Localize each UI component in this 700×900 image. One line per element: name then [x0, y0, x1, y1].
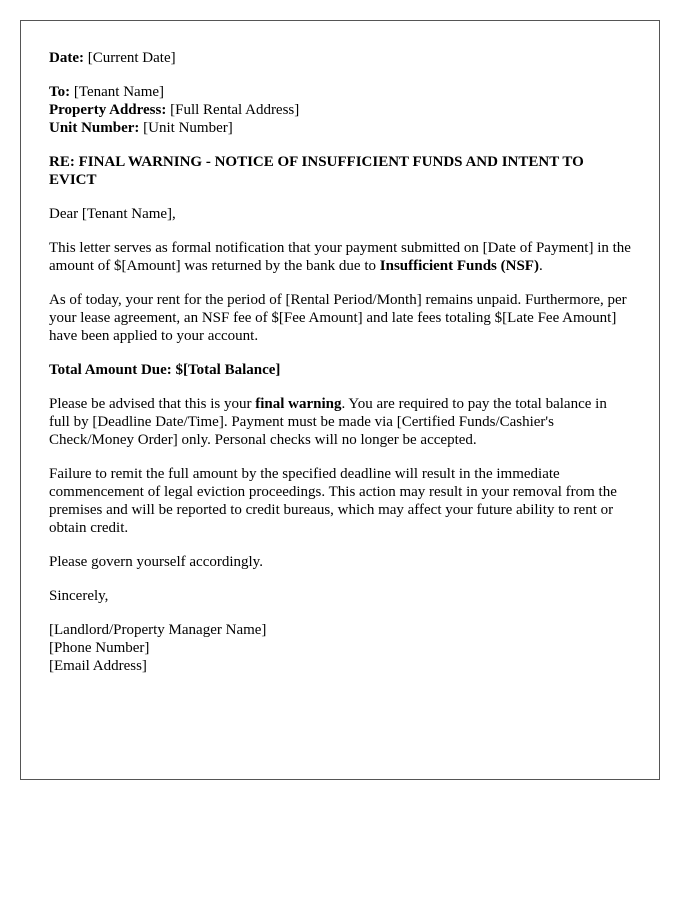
unit-number-line	[49, 119, 631, 137]
paragraph-nsf-end: .	[538, 258, 543, 274]
paragraph-eviction-consequence: Failure to remit the full amount by the specified deadline will result in the immediate commencement of legal eviction proceedings. This action may result in your removal from the premises and will be reported to credit bureaus, which may affect your future ability to rent or obtain credit.	[49, 466, 617, 536]
property-address-label: Property Address:	[49, 102, 167, 118]
paragraph-nsf-bold: Insufficient Funds (NSF)	[379, 258, 539, 274]
paragraph-unpaid-rent: As of today, your rent for the period of [Rental Period/Month] remains unpaid. Furthermore, per your lease agreement, an NSF fee of $[Fee Amount] and late fees totaling $[Late Fee Amount] have been applied to your account.	[49, 292, 627, 344]
date-value: [Current Date]	[87, 50, 176, 66]
paragraph-final-warning-text: Please be advised that this is your	[49, 396, 256, 412]
paragraph-final-warning	[49, 395, 631, 449]
subject-line: RE: FINAL WARNING - NOTICE OF INSUFFICIENT FUNDS AND INTENT TO EVICT	[49, 154, 584, 188]
property-address-value: [Full Rental Address]	[170, 102, 300, 118]
paragraph-final-warning-end: . You are required to pay the total balance in full by [Deadline Date/Time]. Payment must be made via [Certified Funds/Cashier's Check/Money Order] only. Personal checks will no longer be accepted.	[49, 396, 607, 448]
to-label: To:	[49, 84, 71, 100]
paragraph-nsf-notice	[49, 239, 631, 275]
signature-block	[49, 621, 631, 675]
signature-name: [Landlord/Property Manager Name]	[49, 622, 267, 638]
recipient-block	[49, 83, 631, 137]
total-amount-due-text: Total Amount Due: $[Total Balance]	[49, 362, 281, 378]
date-line	[49, 49, 631, 67]
to-value: [Tenant Name]	[73, 84, 165, 100]
date-label: Date:	[49, 50, 84, 66]
to-line	[49, 83, 631, 101]
signature-phone: [Phone Number]	[49, 640, 150, 656]
salutation: Dear [Tenant Name],	[49, 206, 176, 222]
signature-email: [Email Address]	[49, 658, 147, 674]
unit-number-label: Unit Number:	[49, 120, 140, 136]
letter-page	[20, 20, 660, 780]
paragraph-nsf-text: This letter serves as formal notification that your payment submitted on [Date of Payment] in the amount of $[Amount] was returned by the bank due to	[49, 240, 631, 274]
sign-off: Sincerely,	[49, 588, 109, 604]
total-amount-due	[49, 361, 631, 379]
unit-number-value: [Unit Number]	[143, 120, 233, 136]
closing-line: Please govern yourself accordingly.	[49, 554, 263, 570]
property-address-line	[49, 101, 631, 119]
paragraph-final-warning-bold: final warning	[255, 396, 342, 412]
